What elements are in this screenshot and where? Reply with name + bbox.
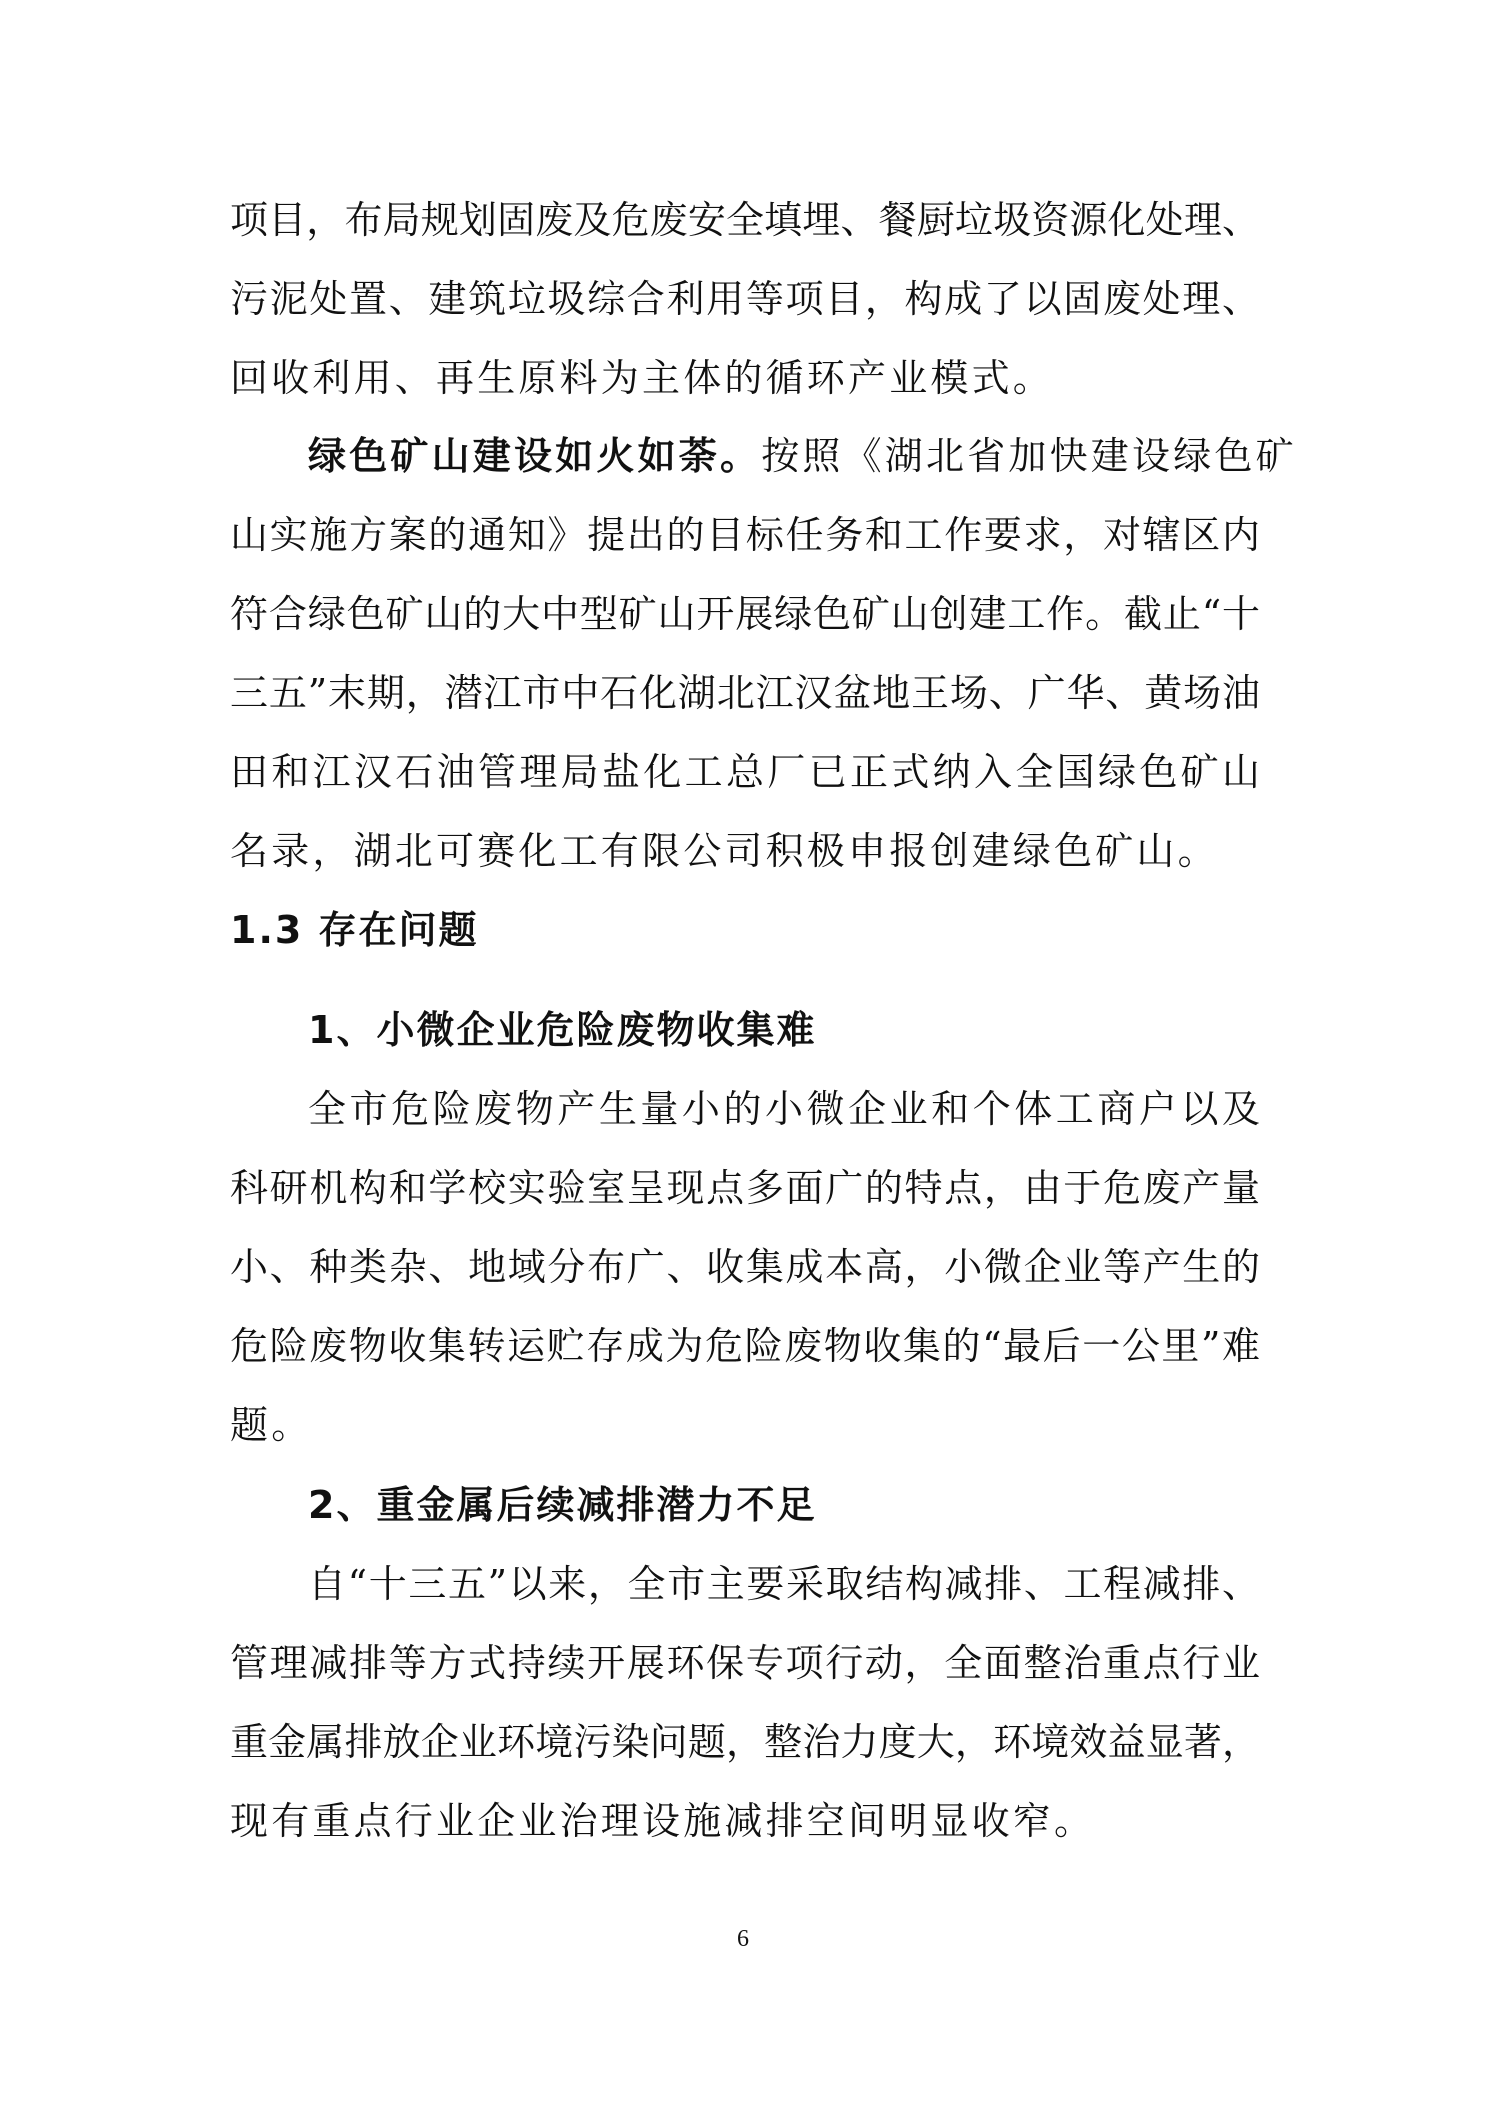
section-heading: 1.3 存在问题 — [230, 908, 479, 952]
text-line: 重金属排放企业环境污染问题，整治力度大，环境效益显著， — [230, 1720, 1260, 1764]
text-line: 现有重点行业企业治理设施减排空间明显收窄。 — [230, 1799, 1096, 1843]
text-line: 项目，布局规划固废及危废安全填埋、餐厨垃圾资源化处理、 — [230, 198, 1260, 242]
text-line: 田和江汉石油管理局盐化工总厂已正式纳入全国绿色矿山 — [230, 750, 1260, 794]
text-line: 管理减排等方式持续开展环保专项行动，全面整治重点行业 — [230, 1641, 1260, 1685]
paragraph-lead: 绿色矿山建设如火如荼。 — [308, 433, 762, 478]
text-line: 危险废物收集转运贮存成为危险废物收集的“最后一公里”难 — [230, 1324, 1260, 1368]
text-line: 小、种类杂、地域分布广、收集成本高，小微企业等产生的 — [230, 1245, 1260, 1289]
text-line: 自“十三五”以来，全市主要采取结构减排、工程减排、 — [308, 1562, 1260, 1606]
text-line: 题。 — [230, 1403, 313, 1447]
subsection-title: 1、小微企业危险废物收集难 — [308, 1008, 817, 1052]
subsection-title: 2、重金属后续减排潜力不足 — [308, 1483, 817, 1527]
paragraph-text: 按照《湖北省加快建设绿色矿 — [761, 434, 1297, 478]
text-line: 三五”末期，潜江市中石化湖北江汉盆地王场、广华、黄场油 — [230, 671, 1260, 715]
text-line: 名录，湖北可赛化工有限公司积极申报创建绿色矿山。 — [230, 829, 1219, 873]
text-line: 回收利用、再生原料为主体的循环产业模式。 — [230, 356, 1055, 400]
text-line: 科研机构和学校实验室呈现点多面广的特点，由于危废产量 — [230, 1166, 1260, 1210]
text-line: 符合绿色矿山的大中型矿山开展绿色矿山创建工作。截止“十 — [230, 592, 1260, 636]
text-line: 污泥处置、建筑垃圾综合利用等项目，构成了以固废处理、 — [230, 277, 1260, 321]
text-line — [308, 430, 1297, 482]
text-line: 山实施方案的通知》提出的目标任务和工作要求，对辖区内 — [230, 513, 1260, 557]
text-line: 全市危险废物产生量小的小微企业和个体工商户以及 — [308, 1087, 1260, 1131]
page-number: 6 — [737, 1926, 749, 1952]
